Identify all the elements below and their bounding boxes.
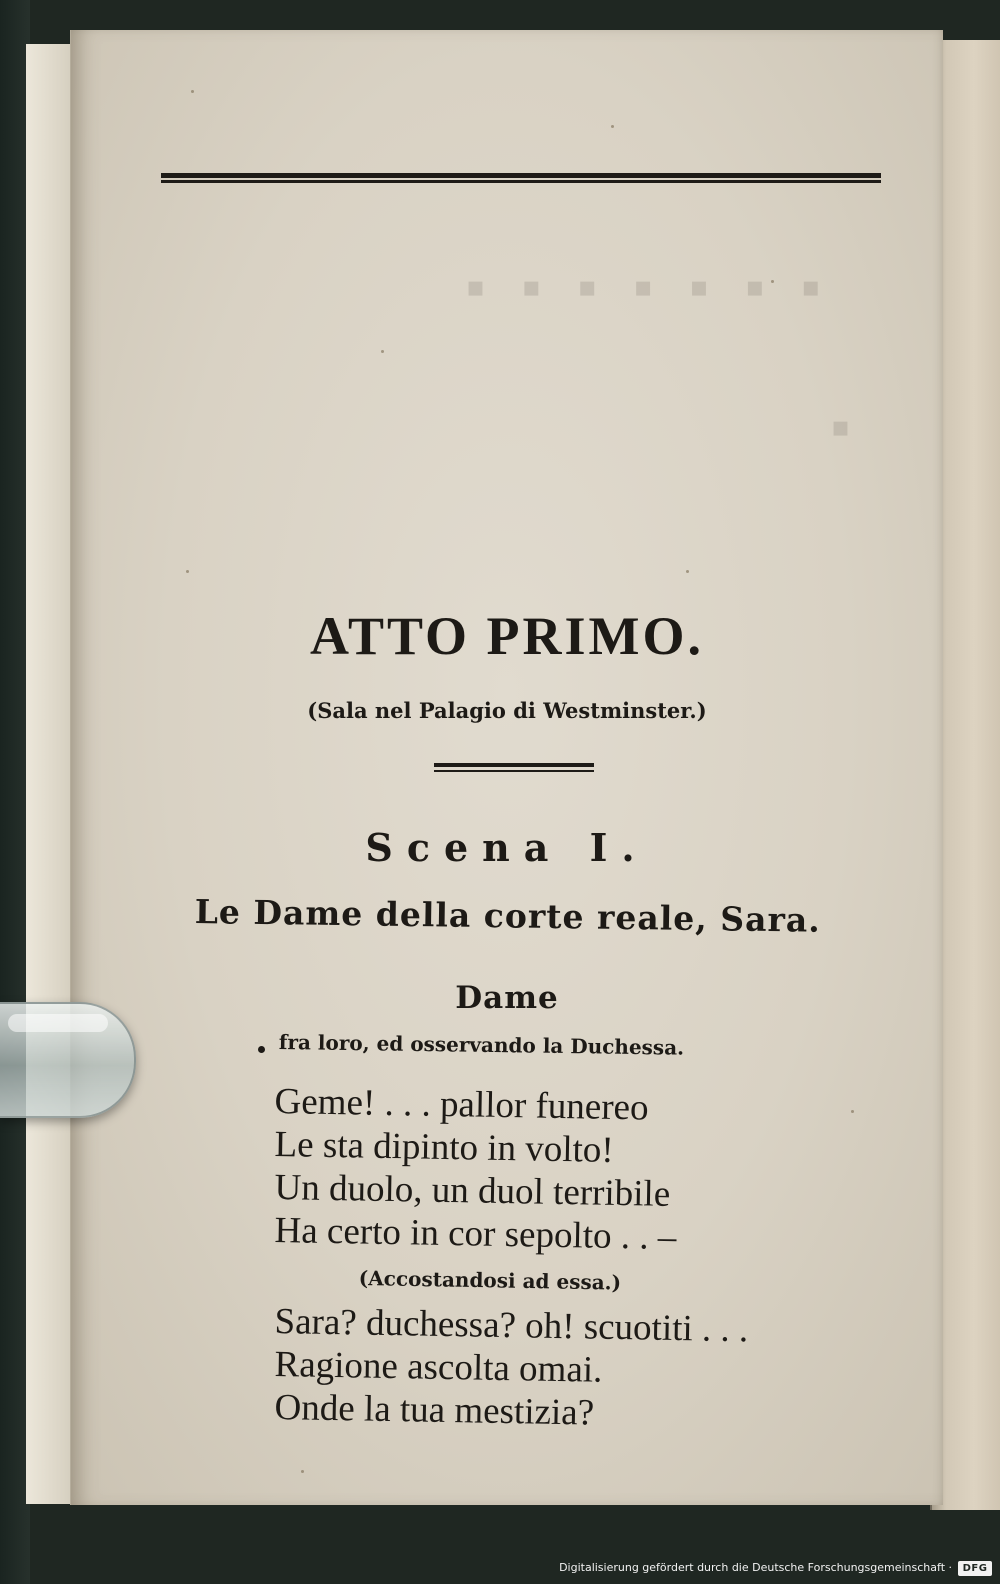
speaker-name: Dame [455, 980, 559, 1016]
paper-speck [686, 570, 689, 573]
bleed-through-text: ▪ [831, 410, 850, 443]
verse-line: Ha certo in cor sepolto . . – [274, 1209, 677, 1259]
verse-line: Sara? duchessa? oh! scuotiti . . . [274, 1300, 749, 1351]
act-title: ATTO PRIMO. [309, 606, 705, 666]
paper-speck [191, 90, 194, 93]
stage-direction: (Accostandosi ad essa.) [358, 1266, 622, 1295]
section-rule [434, 763, 594, 772]
paper-speck [186, 570, 189, 573]
verse-line: Ragione ascolta omai. [274, 1343, 603, 1391]
page-clip [0, 1002, 136, 1118]
dfg-logo: DFG [958, 1561, 992, 1576]
paper-speck [301, 1470, 304, 1473]
act-setting: (Sala nel Palagio di Westminster.) [307, 698, 707, 723]
verse-line: Un duolo, un duol terribile [274, 1166, 671, 1215]
top-double-rule [161, 173, 881, 183]
footer-bar [0, 1554, 1000, 1584]
verse-line: Geme! . . . pallor funereo [274, 1080, 649, 1129]
bullet-mark [258, 1046, 265, 1053]
book-page [70, 30, 943, 1505]
bleed-through-text: ▪ ▪ ▪ ▪ ▪ ▪ ▪ [466, 270, 835, 303]
paper-speck [851, 1110, 854, 1113]
clip-highlight [8, 1014, 108, 1032]
verse-line: Le sta dipinto in volto! [274, 1123, 615, 1171]
verse-line: Onde la tua mestizia? [274, 1386, 595, 1434]
scene-title: Scena I. [365, 825, 649, 870]
digitization-credit: Digitalisierung gefördert durch die Deutsche Forschungsgemeinschaft · [559, 1561, 952, 1574]
scene-characters: Le Dame della corte reale, Sara. [194, 892, 822, 940]
stage-direction: fra loro, ed osservando la Duchessa. [278, 1030, 685, 1060]
paper-speck [381, 350, 384, 353]
paper-speck [611, 125, 614, 128]
